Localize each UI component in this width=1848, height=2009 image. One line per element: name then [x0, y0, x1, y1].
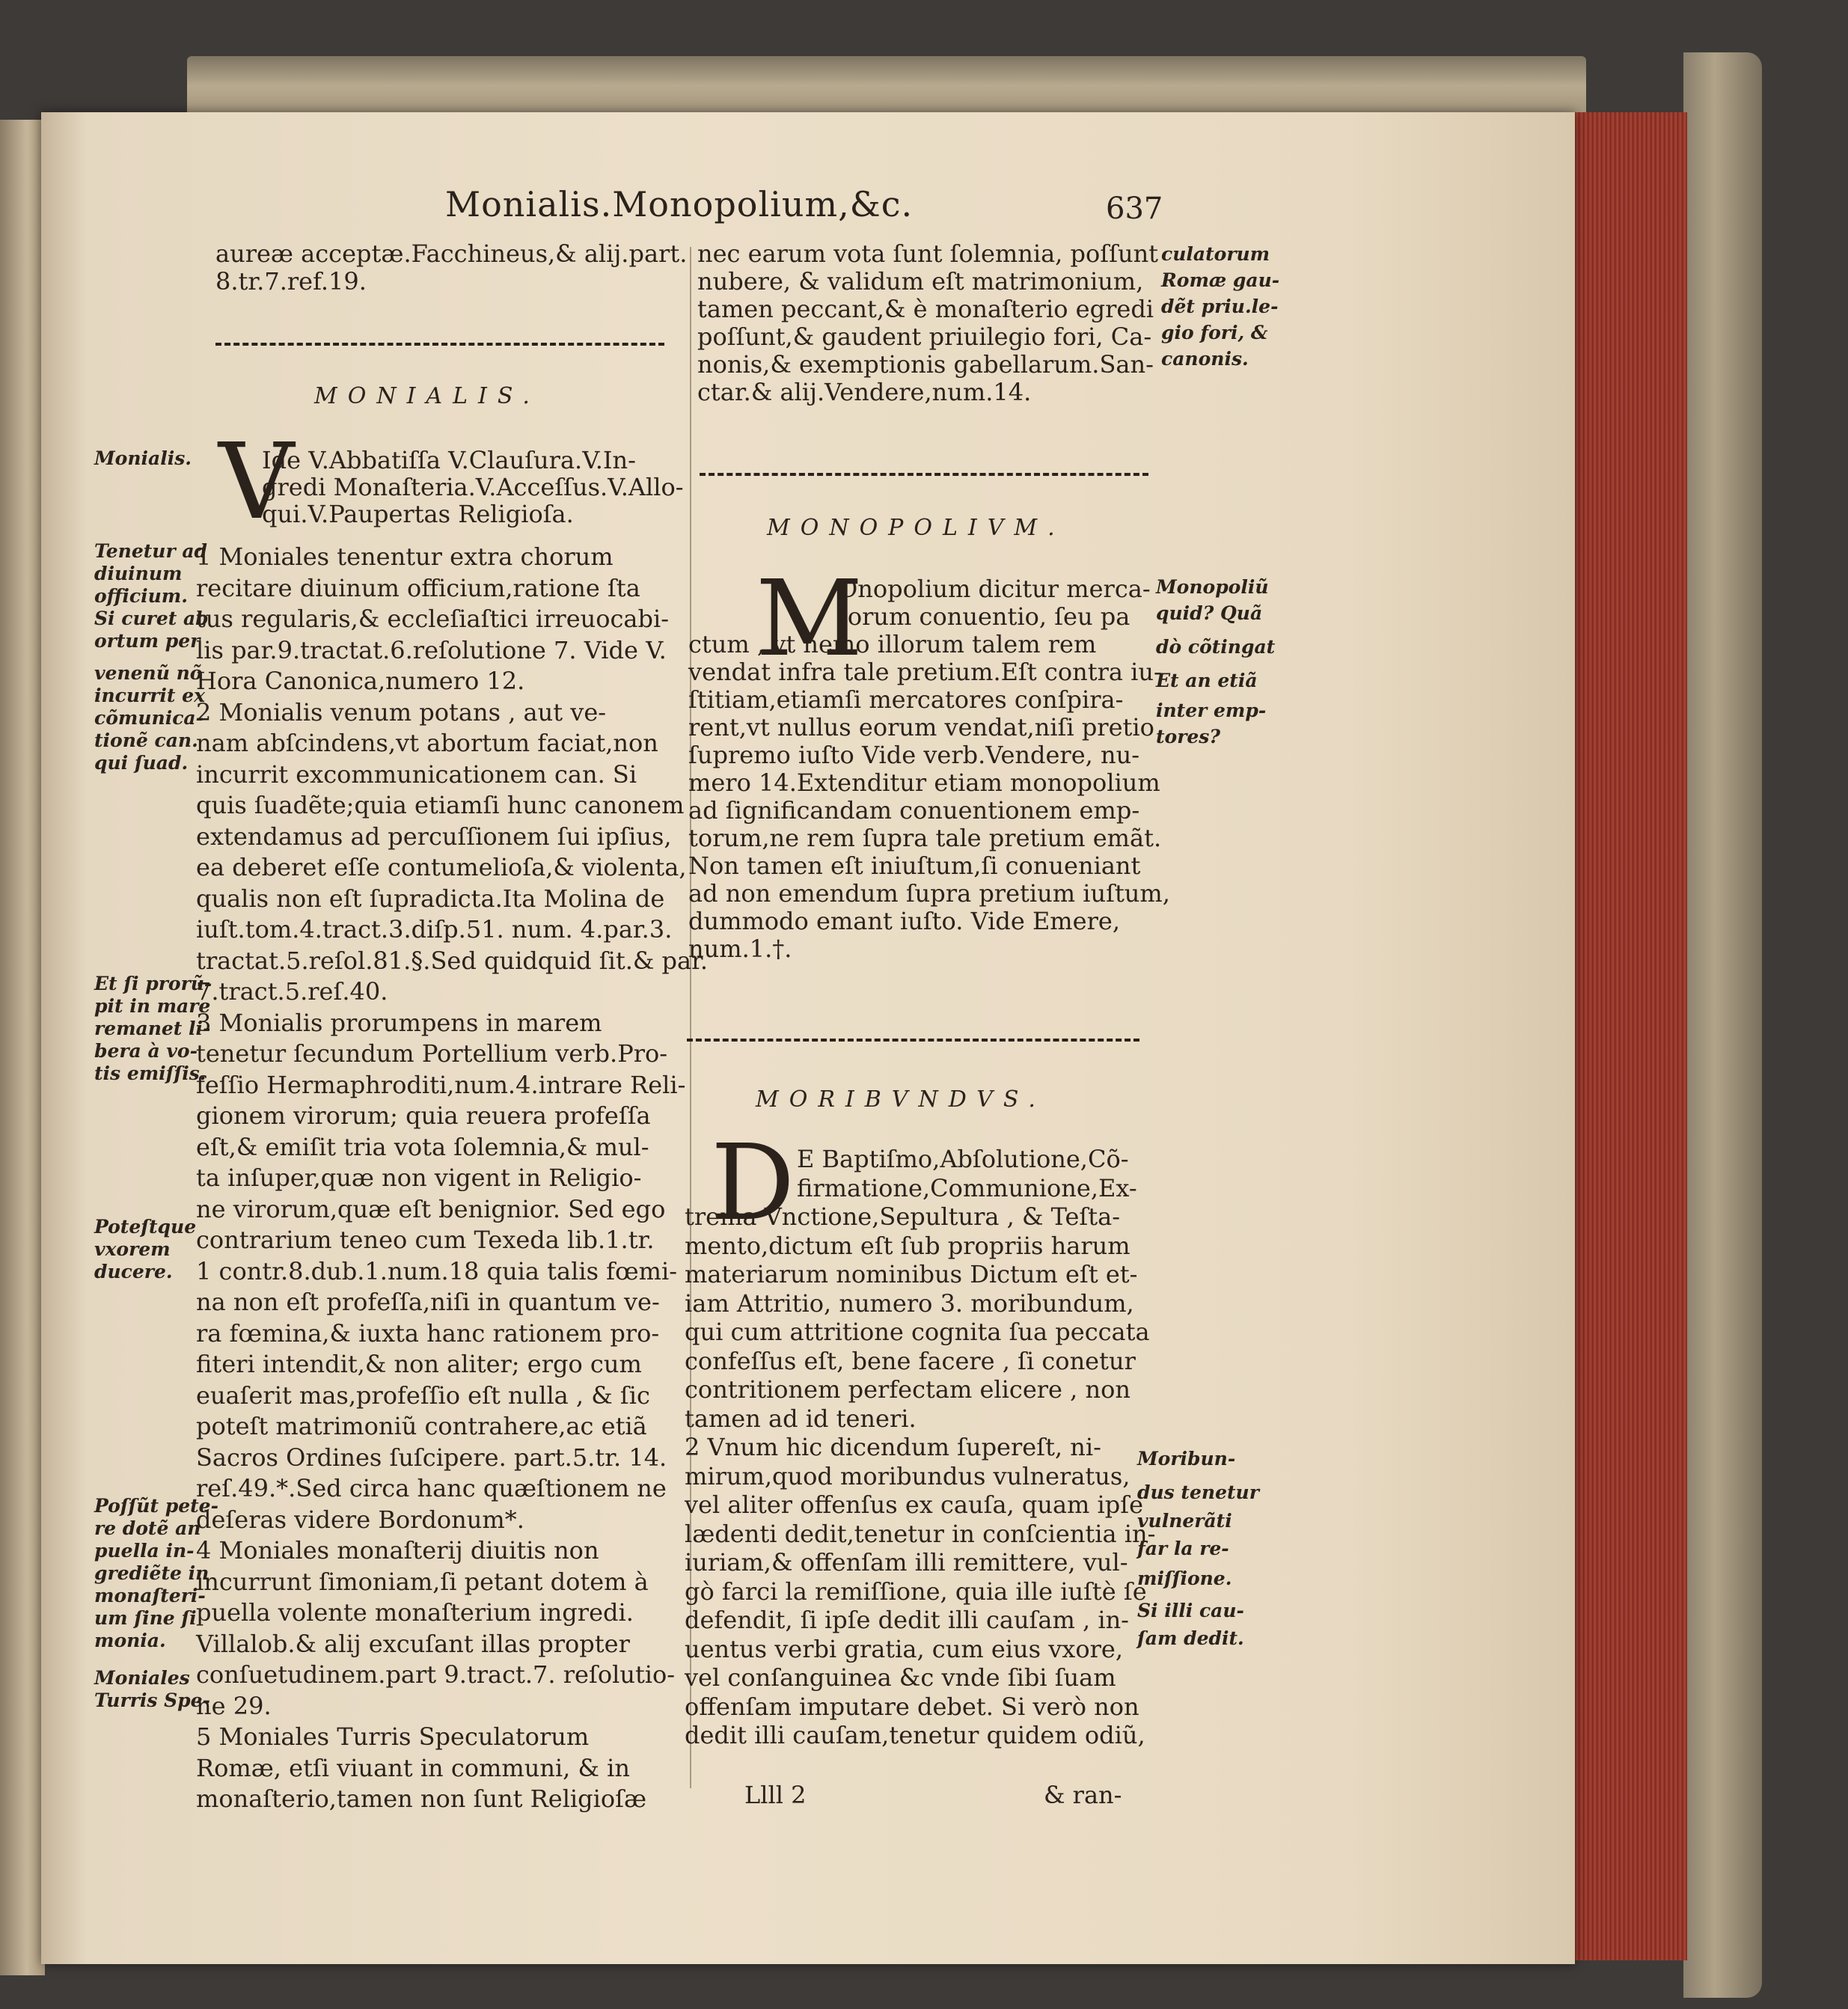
- text-line: iuſt.tom.4.tract.3.diſp.51. num. 4.par.3.: [196, 915, 673, 944]
- text-line: 1 Moniales tenentur extra chorum: [196, 542, 614, 571]
- text-line: ad ſignificandam conuentionem emp-: [688, 796, 1140, 825]
- text-line: E Baptiſmo,Abſolutione,Cõ-: [797, 1145, 1129, 1173]
- text-line: eſt,& emiſit tria vota ſolemnia,& mul-: [196, 1132, 649, 1161]
- text-line: quis ſuadẽte;quia etiamſi hunc canonem: [196, 791, 685, 819]
- text-line: defendit, ſi ipſe dedit illi cauſam , in-: [685, 1606, 1129, 1634]
- margin-note: canonis.: [1161, 348, 1249, 370]
- section-heading: MORIBVNDVS.: [756, 1086, 1046, 1113]
- margin-note: Et an etiã: [1156, 670, 1258, 691]
- margin-note: tores?: [1156, 726, 1221, 747]
- margin-note: Et ſi prorũ-: [94, 973, 212, 994]
- margin-note: vxorem: [94, 1238, 171, 1260]
- text-line: qui.V.Paupertas Religioſa.: [262, 500, 574, 528]
- text-line: ne virorum,quæ eſt benignior. Sed ego: [196, 1194, 666, 1223]
- text-line: poſſunt,& gaudent priuilegio fori, Ca-: [697, 322, 1152, 351]
- margin-note: inter emp-: [1156, 700, 1267, 721]
- running-title: Monialis.Monopolium,&c.: [445, 184, 914, 224]
- text-line: mero 14.Extenditur etiam monopolium: [688, 768, 1160, 797]
- margin-note: monaſteri-: [94, 1585, 206, 1606]
- text-line: nam abſcindens,vt abortum faciat,non: [196, 729, 658, 757]
- text-line: gredi Monaſteria.V.Acceſſus.V.Allo-: [262, 473, 684, 501]
- margin-note: incurrit ex: [94, 685, 205, 706]
- text-line: trema Vnctione,Sepultura , & Teſta-: [685, 1202, 1120, 1231]
- margin-note: um ſine ſi: [94, 1607, 197, 1629]
- text-line: vel conſanguinea &c vnde ſibi ſuam: [685, 1663, 1116, 1692]
- text-line: contrarium teneo cum Texeda lib.1.tr.: [196, 1226, 655, 1254]
- margin-note: diuinum: [94, 563, 183, 584]
- text-line: ſupremo iuſto Vide verb.Vendere, nu-: [688, 741, 1140, 769]
- text-line: recitare diuinum officium,ratione ſta: [196, 573, 640, 602]
- margin-note: pit in mare: [94, 995, 211, 1017]
- text-line: dummodo emant iuſto. Vide Emere,: [688, 907, 1120, 935]
- text-line: uentus verbi gratia, cum eius vxore,: [685, 1634, 1124, 1663]
- text-line: mento,dictum eſt ſub propriis harum: [685, 1231, 1130, 1260]
- section-rule: [687, 1039, 1139, 1042]
- margin-note: puella in-: [94, 1540, 195, 1562]
- text-line: 1 contr.8.dub.1.num.18 quia talis fœmi-: [196, 1256, 678, 1285]
- margin-note: Si curet ab: [94, 608, 209, 629]
- text-line: 7.tract.5.reſ.40.: [196, 977, 388, 1006]
- text-line: ta inſuper,quæ non vigent in Religio-: [196, 1163, 642, 1192]
- text-line: ea deberet eſſe contumelioſa,& violenta,: [196, 853, 687, 881]
- margin-note: dò cõtingat: [1156, 636, 1276, 658]
- text-line: confeſſus eſt, bene facere , ſi conetur: [685, 1346, 1136, 1375]
- text-line: vendat infra tale pretium.Eſt contra iu-: [688, 658, 1162, 686]
- margin-note: officium.: [94, 585, 188, 607]
- text-line: puella volente monaſterium ingredi.: [196, 1598, 634, 1627]
- text-line: reſ.49.*.Sed circa hanc quæſtionem ne: [196, 1474, 667, 1502]
- text-line: dedit illi cauſam,tenetur quidem odiũ,: [685, 1721, 1145, 1749]
- margin-note: Romæ gau-: [1161, 269, 1280, 291]
- text-line: 2 Monialis venum potans , aut ve-: [196, 697, 607, 727]
- text-line: tamen peccant,& è monaſterio egredi: [697, 295, 1154, 323]
- text-line: tus regularis,& eccleſiaſtici irreuocabi-: [196, 605, 670, 633]
- text-line: poteſt matrimoniũ contrahere,ac etiã: [196, 1412, 647, 1440]
- margin-note: Poſſũt pete-: [94, 1495, 218, 1517]
- signature-mark: Llll 2: [744, 1781, 807, 1809]
- text-line: ctar.& alij.Vendere,num.14.: [697, 378, 1032, 406]
- text-line: 8.tr.7.ref.19.: [215, 267, 367, 296]
- text-line: gionem virorum; quia reuera profeſſa: [196, 1101, 651, 1130]
- text-line: na non eſt profeſſa,niſi in quantum ve-: [196, 1288, 660, 1316]
- page-number: 637: [1106, 192, 1163, 226]
- margin-note: gio fori, &: [1161, 322, 1268, 343]
- margin-note: re dotẽ an: [94, 1517, 201, 1539]
- text-line: gò farci la remiſſione, quia ille iuſtè ſe: [685, 1577, 1147, 1606]
- margin-note: ſam dedit.: [1137, 1627, 1244, 1649]
- text-line: fiteri intendit,& non aliter; ergo cum: [196, 1350, 642, 1378]
- text-line: 3 Monialis prorumpens in marem: [196, 1008, 602, 1037]
- margin-note: ortum per: [94, 630, 201, 652]
- text-line: feſſio Hermaphroditi,num.4.intrare Reli-: [196, 1070, 686, 1099]
- text-line: 5 Moniales Turris Speculatorum: [196, 1722, 590, 1751]
- text-line: qualis non eſt ſupradicta.Ita Molina de: [196, 884, 665, 913]
- margin-note: Moribun-: [1137, 1448, 1236, 1470]
- text-line: incurrit excommunicationem can. Si: [196, 759, 637, 789]
- text-line: nubere, & validum eſt matrimonium,: [697, 267, 1144, 296]
- margin-note: tis emiſſis.: [94, 1062, 206, 1084]
- dropcap: M: [756, 558, 863, 680]
- text-line: Hora Canonica,numero 12.: [196, 667, 525, 695]
- book-top-edge: [187, 56, 1586, 116]
- text-line: euaſerit mas,profeſſio eſt nulla , & ſic: [196, 1380, 650, 1410]
- text-line: deſeras videre Bordonum*.: [196, 1505, 524, 1534]
- margin-note: Poteſtque: [94, 1216, 197, 1238]
- margin-note: cõmunica-: [94, 707, 204, 729]
- text-line: ad non emendum ſupra pretium iuſtum,: [688, 879, 1170, 908]
- margin-note: grediẽte in: [94, 1562, 209, 1584]
- text-line: nec earum vota ſunt ſolemnia, poſſunt: [697, 239, 1159, 268]
- margin-note: Moniales: [94, 1667, 190, 1689]
- text-line: 2 Vnum hic dicendum ſupereſt, ni-: [685, 1433, 1101, 1461]
- text-line: monaſterio,tamen non ſunt Religioſæ: [196, 1785, 647, 1813]
- text-line: rent,vt nullus eorum vendat,niſi pretio: [688, 713, 1154, 741]
- text-line: num.1.†.: [688, 935, 792, 963]
- text-line: materiarum nominibus Dictum eſt et-: [685, 1260, 1138, 1288]
- text-line: firmatione,Communione,Ex-: [797, 1173, 1137, 1202]
- text-line: aureæ acceptæ.Facchineus,& alij.part.: [215, 239, 688, 268]
- text-line: extendamus ad percuſſionem ſui ipſius,: [196, 822, 672, 851]
- book-cover-spine: [1683, 52, 1762, 1998]
- text-line: lædenti dedit,tenetur in conſcientia in-: [685, 1519, 1156, 1548]
- margin-note: dus tenetur: [1137, 1481, 1259, 1503]
- margin-note: miſſione.: [1137, 1568, 1232, 1589]
- section-heading: MONOPOLIVM.: [767, 515, 1065, 541]
- dropcap: V: [218, 421, 295, 543]
- margin-note: Monialis.: [94, 447, 192, 469]
- text-line: Villalob.& alij excuſant illas propter: [196, 1629, 630, 1658]
- section-heading: MONIALIS.: [314, 383, 540, 409]
- margin-note: qui ſuad.: [94, 752, 189, 774]
- text-line: iam Attritio, numero 3. moribundum,: [685, 1288, 1134, 1318]
- text-line: contritionem perfectam elicere , non: [685, 1375, 1130, 1404]
- margin-note: tionẽ can.: [94, 730, 198, 751]
- text-line: Non tamen eſt iniuſtum,ſi conueniant: [688, 851, 1141, 880]
- text-line: ne 29.: [196, 1691, 272, 1720]
- margin-note: Tenetur ad: [94, 540, 208, 562]
- text-line: vel aliter offenſus ex cauſa, quam ipſe: [685, 1490, 1144, 1519]
- text-line: lis par.9.tractat.6.reſolutione 7. Vide V.: [196, 635, 667, 664]
- section-rule: [700, 473, 1148, 476]
- margin-note: Si illi cau-: [1137, 1600, 1244, 1621]
- facing-page-edge: [0, 120, 45, 1975]
- text-line: Onopolium dicitur merca-: [838, 575, 1151, 603]
- text-line: conſuetudinem.part 9.tract.7. reſolutio-: [196, 1660, 676, 1689]
- text-line: ſtitiam,etiamſi mercatores conſpira-: [688, 685, 1124, 714]
- margin-note: ducere.: [94, 1261, 173, 1282]
- dropcap: D: [711, 1122, 795, 1244]
- text-line: ra fœmina,& iuxta hanc rationem pro-: [196, 1318, 660, 1348]
- text-line: tenetur ſecundum Portellium verb.Pro-: [196, 1039, 668, 1068]
- margin-note: dẽt priu.le-: [1161, 296, 1279, 317]
- text-line: offenſam imputare debet. Si verò non: [685, 1692, 1139, 1721]
- text-line: qui cum attritione cognita ſua peccata: [685, 1318, 1150, 1346]
- text-line: tamen ad id teneri.: [685, 1404, 917, 1433]
- margin-note: Turris Spe-: [94, 1690, 210, 1711]
- text-line: mirum,quod moribundus vulneratus,: [685, 1461, 1130, 1490]
- text-line: 4 Moniales monaſterij diuitis non: [196, 1536, 599, 1565]
- text-line: tractat.5.reſol.81.§.Sed quidquid ſit.& par.: [196, 946, 709, 975]
- text-line: torum,ne rem ſupra tale pretium emãt.: [688, 824, 1162, 852]
- text-line: incurrunt ſimoniam,ſi petant dotem à: [196, 1567, 649, 1596]
- catchword: & ran-: [1044, 1781, 1122, 1809]
- margin-note: culatorum: [1161, 243, 1270, 265]
- text-line: torum conuentio, ſeu pa: [838, 602, 1130, 631]
- margin-note: Monopoliũ: [1156, 576, 1269, 598]
- margin-note: quid? Quã: [1156, 602, 1263, 624]
- text-line: Ide V.Abbatiſſa V.Clauſura.V.In-: [262, 446, 636, 474]
- page-block-fore-edge: [1575, 112, 1687, 1960]
- section-rule: [215, 343, 664, 346]
- margin-note: bera à vo-: [94, 1040, 198, 1062]
- margin-note: venenũ nõ: [94, 662, 203, 684]
- margin-note: monia.: [94, 1630, 166, 1651]
- text-line: ctum , vt nemo illorum talem rem: [688, 630, 1097, 658]
- margin-note: far la re-: [1137, 1538, 1229, 1559]
- text-line: iuriam,& offenſam illi remittere, vul-: [685, 1548, 1128, 1577]
- text-line: Sacros Ordines ſuſcipere. part.5.tr. 14.: [196, 1443, 667, 1472]
- text-line: Romæ, etſi viuant in communi, & in: [196, 1753, 630, 1782]
- margin-note: vulnerãti: [1137, 1510, 1232, 1532]
- text-line: nonis,& exemptionis gabellarum.San-: [697, 350, 1154, 379]
- margin-note: remanet li-: [94, 1018, 211, 1039]
